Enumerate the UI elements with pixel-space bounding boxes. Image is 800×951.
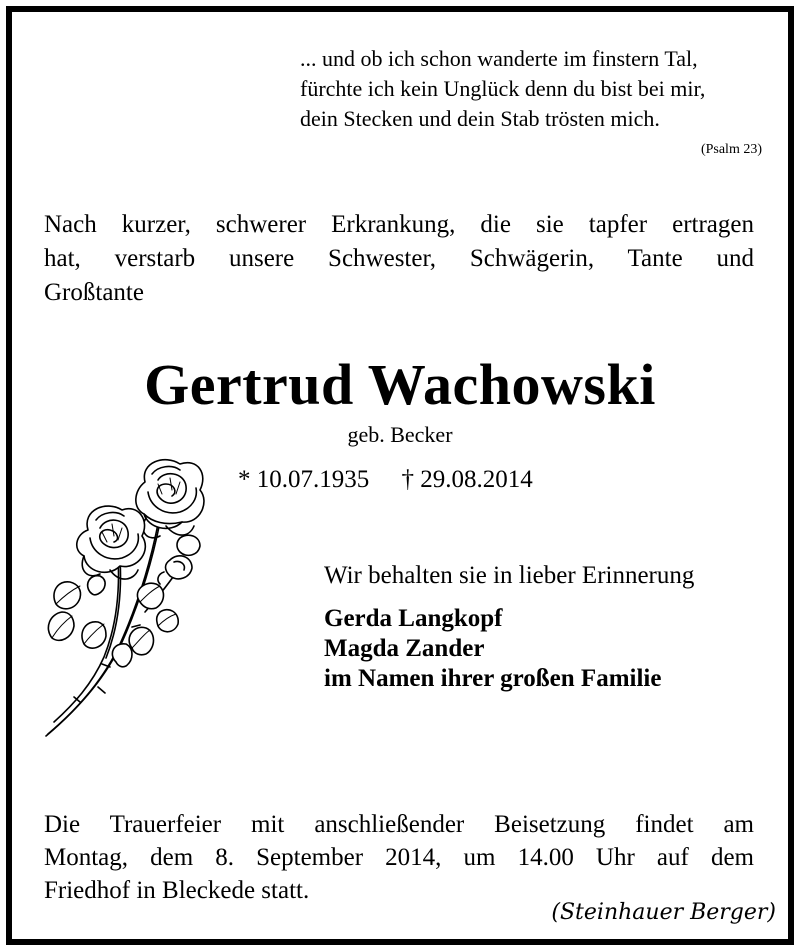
signer-2: Magda Zander xyxy=(324,635,485,662)
intro-text xyxy=(44,208,754,310)
signer-1: Gerda Langkopf xyxy=(324,605,503,632)
intro-line-2: hat, verstarb unsere Schwester, Schwägerin, Tante und xyxy=(44,245,754,272)
verse-line-2: fürchte ich kein Unglück denn du bist bei mir, xyxy=(300,76,706,101)
signer-3: im Namen ihrer großen Familie xyxy=(324,665,662,692)
rose-illustration-icon xyxy=(40,452,215,742)
death-date: † 29.08.2014 xyxy=(401,466,533,493)
birth-date: * 10.07.1935 xyxy=(238,466,370,493)
funeral-line-1: Die Trauerfeier mit anschließender Beisetzung findet am xyxy=(44,811,754,838)
verse-source: (Psalm 23) xyxy=(700,142,762,157)
deceased-name: Gertrud Wachowski xyxy=(144,352,656,417)
funeral-line-3: Friedhof in Bleckede statt. xyxy=(44,877,310,904)
signers xyxy=(324,604,661,694)
birth-name: geb. Becker xyxy=(347,422,453,447)
funeral-info xyxy=(44,808,754,907)
intro-line-1: Nach kurzer, schwerer Erkrankung, die sie tapfer ertragen xyxy=(44,211,754,238)
stonemason-credit: (Steinhauer Berger) xyxy=(551,900,776,925)
verse-line-1: ... und ob ich schon wanderte im finstern Tal, xyxy=(300,46,698,71)
life-dates xyxy=(238,466,533,494)
psalm-verse xyxy=(300,44,760,134)
verse-line-3: dein Stecken und dein Stab trösten mich. xyxy=(300,106,660,131)
remembrance-line: Wir behalten sie in lieber Erinnerung xyxy=(324,562,695,589)
intro-line-3: Großtante xyxy=(44,279,144,306)
funeral-line-2: Montag, dem 8. September 2014, um 14.00 Uhr auf dem xyxy=(44,844,754,871)
